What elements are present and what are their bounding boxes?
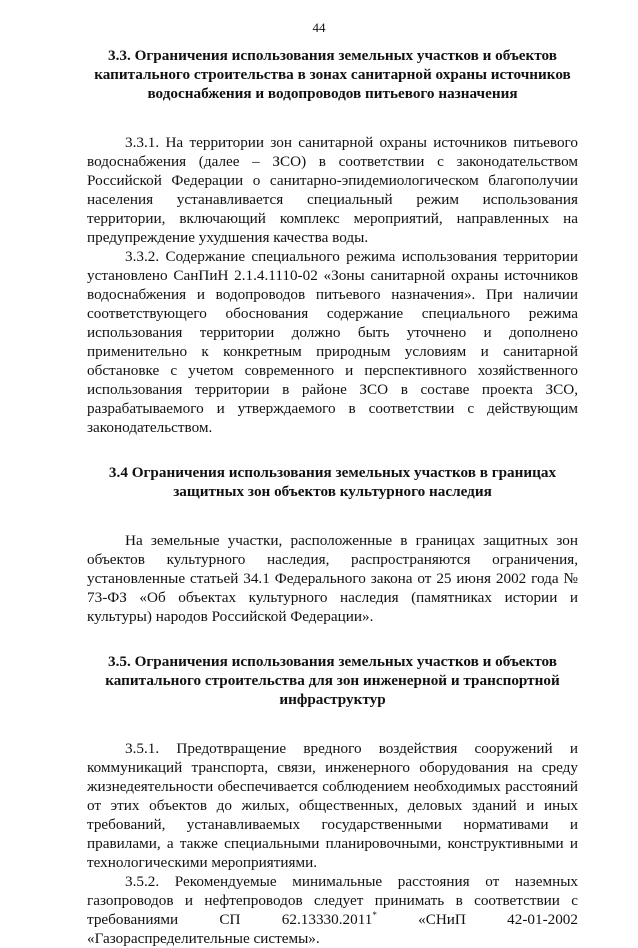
- paragraph-3-4: На земельные участки, расположенные в границах защитных зон объектов культурного наследия, распространяются ограничения, установленные статьей 34.1 Федерального закона от 25 июня 2002 года № 73-ФЗ «Об объектах культурного наследия (памятниках истории и культуры) народов Российской Федерации».: [87, 532, 578, 625]
- paragraph-3-5-2-text-end: «СНиП 42-01-2002 «Газораспределительные системы».: [87, 911, 578, 947]
- paragraph-3-3-2: 3.3.2. Содержание специального режима использования территории установлено СанПиН 2.1.4.1110-02 «Зоны санитарной охраны источников водоснабжения и водопроводов питьевого назначения». При наличии соответствующего обоснования содержание специального режима использования территории должно быть уточнено и дополнено применительно к конкретным природным условиям и санитарной обстановке с учетом современного и перспективного хозяйственного использования территории в районе ЗСО в составе проекта ЗСО, разрабатываемого и утверждаемого в соответствии с действующим законодательством.: [87, 248, 578, 436]
- paragraph-3-5-1: 3.5.1. Предотвращение вредного воздействия сооружений и коммуникаций транспорта, связи, инженерного оборудования на среду жизнедеятельности обеспечивается соблюдением необходимых расстояний от этих объектов до жилых, общественных, деловых зданий и иных требований, устанавливаемых государственными нормативами и правилами, а также специальными планировочными, конструктивными и технологическими мероприятиями.: [87, 740, 578, 871]
- section-heading-3-5: 3.5. Ограничения использования земельных участков и объектов капитального строительства для зон инженерной и транспортной инфраструктур: [105, 653, 560, 708]
- paragraph-3-5-2: [87, 872, 578, 948]
- paragraph-3-3-1: 3.3.1. На территории зон санитарной охраны источников питьевого водоснабжения (далее – ЗСО) в соответствии с законодательством Российской Федерации о санитарно-эпидемиологическом благополучии населения устанавливается специальный режим использования территории, включающий комплекс мероприятий, направленных на предупреждение ухудшения качества воды.: [87, 134, 578, 246]
- document-body: [87, 46, 578, 948]
- page-number: 44: [312, 20, 326, 35]
- paragraph-3-5-2-text-start: 3.5.2. Рекомендуемые минимальные расстояния от наземных газопроводов и нефтепроводов следует принимать в соответствии с требованиями СП 62.13330.2011: [87, 873, 578, 928]
- section-heading-3-3: 3.3. Ограничения использования земельных участков и объектов капитального строительства в зонах санитарной охраны источников водоснабжения и водопроводов питьевого назначения: [94, 47, 571, 102]
- section-heading-3-4: 3.4 Ограничения использования земельных участков в границах защитных зон объектов культурного наследия: [108, 464, 557, 500]
- footnote-mark: *: [372, 909, 377, 920]
